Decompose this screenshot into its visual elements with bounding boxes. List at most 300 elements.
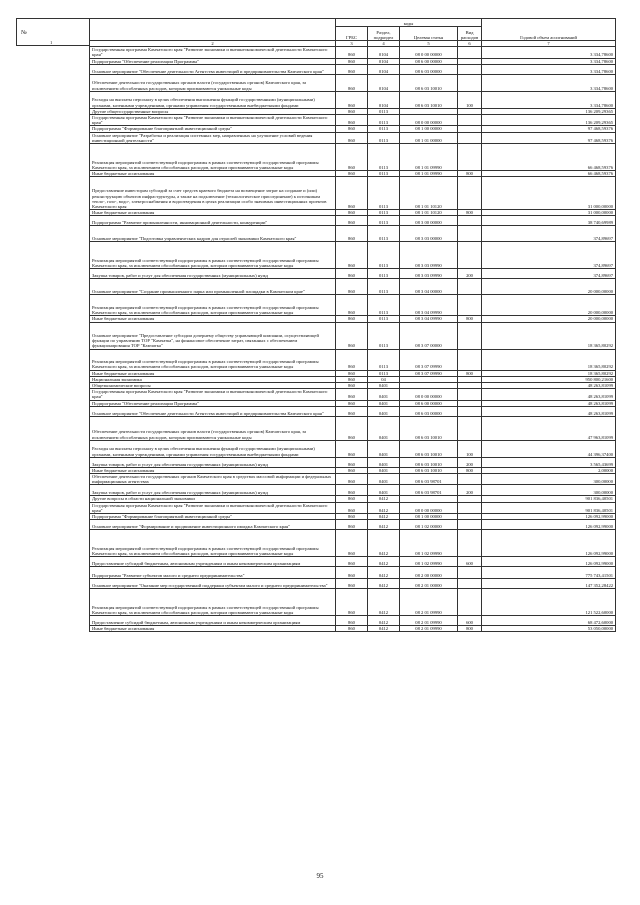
row-vr-cell: 200 xyxy=(458,485,482,496)
row-section-cell: 0113 xyxy=(368,132,400,143)
row-amount-cell: 48 263,81099 xyxy=(482,383,616,389)
row-name-cell: Расходы на выплаты персоналу в целях обеспечения выполнения функций государственными (муниципальными) органами, казенными учреждениями, органами управления государственными внебюджетными фондами xyxy=(90,440,336,457)
row-vr-cell: 100 xyxy=(458,91,482,108)
row-vr-cell: 800 xyxy=(458,316,482,322)
row-vr-cell xyxy=(458,520,482,530)
table-row xyxy=(90,322,616,349)
table-row xyxy=(90,226,616,242)
row-vr-cell xyxy=(458,502,482,513)
row-amount-cell: 126 092,99000 xyxy=(482,520,616,530)
row-target-cell: 08 0 00 00000 xyxy=(400,389,458,400)
row-section-cell: 0113 xyxy=(368,171,400,177)
row-amount-cell: 2,00000 xyxy=(482,467,616,473)
row-target-cell: 08 6 03 10010 xyxy=(400,440,458,457)
table-row xyxy=(90,440,616,457)
row-amount-cell: 374,89697 xyxy=(482,242,616,269)
row-amount-cell: 374,89697 xyxy=(482,269,616,279)
row-section-cell: 0113 xyxy=(368,316,400,322)
row-name-cell: Общеэкономические вопросы xyxy=(90,383,336,389)
row-section-cell: 0104 xyxy=(368,74,400,91)
row-grbs-cell: 860 xyxy=(336,242,368,269)
row-section-cell: 0412 xyxy=(368,567,400,579)
row-name-cell: Основное мероприятие "Подготовка управленческих кадров для отраслей экономики Камчатского края" xyxy=(90,226,336,242)
row-name-cell: Реализация мероприятий соответствующей подпрограммы в рамках соответствующей государственной программы Камчатского края, за исключением обособленных расходов, которым присваиваются уникальные коды xyxy=(90,242,336,269)
row-name-cell: Иные бюджетные ассигнования xyxy=(90,467,336,473)
row-section-cell: 0113 xyxy=(368,115,400,126)
row-target-cell: 08 3 04 09990 xyxy=(400,295,458,316)
row-grbs-cell: 860 xyxy=(336,171,368,177)
row-amount-cell: 300,00000 xyxy=(482,485,616,496)
row-section-cell: 0412 xyxy=(368,520,400,530)
row-amount-cell: 20 000,00000 xyxy=(482,279,616,295)
row-grbs-cell: 860 xyxy=(336,126,368,132)
row-section-cell: 0401 xyxy=(368,406,400,416)
row-section-cell: 0113 xyxy=(368,349,400,370)
row-name-cell: Закупка товаров, работ и услуг для обеспечения государственных (муниципальных) нужд xyxy=(90,485,336,496)
row-section-cell: 0401 xyxy=(368,389,400,400)
row-vr-cell: 800 xyxy=(458,171,482,177)
row-name-cell: Предоставление субсидий бюджетным, автономным учреждениям и иным некоммерческим организациям xyxy=(90,616,336,626)
column-number-4: 4 xyxy=(368,41,400,47)
row-section-cell: 0412 xyxy=(368,502,400,513)
row-grbs-cell: 860 xyxy=(336,502,368,513)
row-name-cell: Основное мероприятие "Создание промышленного парка или промышленной площадки в Камчатском крае" xyxy=(90,279,336,295)
row-amount-cell: 136 209,29365 xyxy=(482,108,616,114)
row-name-cell: Государственная программа Камчатского края "Развитие экономики и внешнеэкономической деятельности Камчатского края" xyxy=(90,502,336,513)
row-section-cell: 0113 xyxy=(368,216,400,226)
row-grbs-cell: 860 xyxy=(336,322,368,349)
row-vr-cell xyxy=(458,349,482,370)
table-row xyxy=(90,457,616,467)
row-grbs-cell: 860 xyxy=(336,567,368,579)
row-name-cell: Расходы на выплаты персоналу в целях обеспечения выполнения функций государственными (муниципальными) органами, казенными учреждениями, органами управления государственными внебюджетными фондами xyxy=(90,91,336,108)
row-grbs-cell: 860 xyxy=(336,416,368,440)
row-name-cell: Иные бюджетные ассигнования xyxy=(90,370,336,376)
table-row xyxy=(90,64,616,74)
row-name-cell: Реализация мероприятий соответствующей подпрограммы в рамках соответствующей государственной программы Камчатского края, за исключением обособленных расходов, которым присваиваются уникальные коды xyxy=(90,295,336,316)
row-target-cell: 08 1 02 09990 xyxy=(400,557,458,567)
row-name-cell: Иные бюджетные ассигнования xyxy=(90,316,336,322)
row-name-cell: Основное мероприятие "Обеспечение деятельности Агентства инвестиций и предпринимательства Камчатского края" xyxy=(90,64,336,74)
row-target-cell: 08 6 03 10010 xyxy=(400,457,458,467)
row-vr-cell xyxy=(458,530,482,557)
table-row xyxy=(90,626,616,632)
row-vr-cell xyxy=(458,279,482,295)
row-section-cell: 0401 xyxy=(368,474,400,485)
row-amount-cell: 20 000,00000 xyxy=(482,316,616,322)
row-section-cell: 0401 xyxy=(368,467,400,473)
row-grbs-cell: 860 xyxy=(336,579,368,589)
row-section-cell: 0113 xyxy=(368,226,400,242)
column-number-2: 2 xyxy=(90,41,336,47)
row-name-cell: Предоставление субсидий бюджетным, автономным учреждениям и иным некоммерческим организациям xyxy=(90,557,336,567)
row-grbs-cell: 860 xyxy=(336,406,368,416)
row-vr-cell xyxy=(458,64,482,74)
row-grbs-cell: 860 xyxy=(336,440,368,457)
row-amount-cell: 53 050,00000 xyxy=(482,626,616,632)
row-vr-cell xyxy=(458,416,482,440)
column-number-3: 3 xyxy=(336,41,368,47)
row-section-cell: 0113 xyxy=(368,370,400,376)
row-vr-cell xyxy=(458,177,482,210)
row-grbs-cell: 860 xyxy=(336,269,368,279)
row-target-cell: 08 3 04 09990 xyxy=(400,316,458,322)
row-target-cell: 08 2 01 09990 xyxy=(400,589,458,616)
row-section-cell: 0412 xyxy=(368,616,400,626)
row-amount-cell: 126 092,99000 xyxy=(482,557,616,567)
row-vr-cell: 800 xyxy=(458,626,482,632)
row-section-cell: 0412 xyxy=(368,589,400,616)
row-name-cell: Обеспечение деятельности государственных органов власти (государственных органов) Камчатского края, за исключением обособленных расходов, которым присваиваются уникальные коды xyxy=(90,74,336,91)
left-column-top-border xyxy=(16,18,89,19)
row-target-cell: 08 2 01 00000 xyxy=(400,579,458,589)
row-section-cell: 0113 xyxy=(368,295,400,316)
row-section-cell: 0113 xyxy=(368,177,400,210)
row-amount-cell: 950 800,21600 xyxy=(482,376,616,382)
row-name-cell: Другие общегосударственные вопросы xyxy=(90,108,336,114)
row-vr-cell: 600 xyxy=(458,557,482,567)
table-row xyxy=(90,557,616,567)
row-target-cell: 08 2 01 09990 xyxy=(400,626,458,632)
row-target-cell: 08 0 00 00000 xyxy=(400,115,458,126)
row-target-cell: 08 1 01 10120 xyxy=(400,177,458,210)
row-grbs-cell: 860 xyxy=(336,226,368,242)
row-section-cell: 0412 xyxy=(368,496,400,502)
row-target-cell: 08 6 03 00000 xyxy=(400,406,458,416)
row-target-cell: 08 6 03 98701 xyxy=(400,474,458,485)
table-row xyxy=(90,485,616,496)
row-target-cell: 08 6 03 00000 xyxy=(400,64,458,74)
table-body xyxy=(90,47,616,632)
row-vr-cell xyxy=(458,242,482,269)
row-amount-cell: 3 334,78600 xyxy=(482,58,616,64)
row-target-cell: 08 1 00 00000 xyxy=(400,126,458,132)
row-grbs-cell: 860 xyxy=(336,496,368,502)
row-grbs-cell: 860 xyxy=(336,47,368,58)
row-amount-cell: 18 365,80292 xyxy=(482,349,616,370)
row-target-cell: 08 6 00 00000 xyxy=(400,400,458,406)
row-amount-cell: 47 963,81099 xyxy=(482,416,616,440)
row-section-cell: 0412 xyxy=(368,626,400,632)
row-target-cell: 08 3 07 00000 xyxy=(400,322,458,349)
table-row xyxy=(90,177,616,210)
row-vr-cell xyxy=(458,74,482,91)
row-grbs-cell: 860 xyxy=(336,91,368,108)
row-amount-cell: 3 334,78600 xyxy=(482,74,616,91)
row-section-cell: 0113 xyxy=(368,242,400,269)
row-target-cell: 08 1 02 00000 xyxy=(400,520,458,530)
row-grbs-cell: 860 xyxy=(336,589,368,616)
row-vr-cell: 600 xyxy=(458,616,482,626)
row-amount-cell: 3 334,78600 xyxy=(482,47,616,58)
row-amount-cell: 38 740,69989 xyxy=(482,216,616,226)
row-amount-cell: 66 468,59376 xyxy=(482,171,616,177)
row-vr-cell xyxy=(458,132,482,143)
table-row xyxy=(90,502,616,513)
row-target-cell: 08 6 03 10010 xyxy=(400,91,458,108)
row-vr-cell xyxy=(458,226,482,242)
row-name-cell: Реализация мероприятий соответствующей подпрограммы в рамках соответствующей государственной программы Камчатского края, за исключением обособленных расходов, которым присваиваются уникальные коды xyxy=(90,589,336,616)
table-row xyxy=(90,144,616,171)
row-target-cell: 08 3 03 09990 xyxy=(400,269,458,279)
row-section-cell: 0113 xyxy=(368,322,400,349)
table-row xyxy=(90,349,616,370)
left-column-number-cell xyxy=(16,40,90,46)
row-grbs-cell: 860 xyxy=(336,177,368,210)
row-target-cell: 08 1 01 10120 xyxy=(400,210,458,216)
grbs-header: ГРБС xyxy=(336,27,368,41)
page-number: 95 xyxy=(316,872,324,880)
row-target-cell: 08 3 07 09990 xyxy=(400,349,458,370)
table-row xyxy=(90,579,616,589)
budget-table xyxy=(89,18,616,632)
row-name-cell: Подпрограмма "Формирование благоприятной инвестиционной среды" xyxy=(90,514,336,520)
row-vr-cell xyxy=(458,115,482,126)
row-amount-cell: 126 092,99000 xyxy=(482,530,616,557)
table-row xyxy=(90,74,616,91)
row-vr-cell xyxy=(458,474,482,485)
row-name-cell: Закупка товаров, работ и услуг для обеспечения государственных (муниципальных) нужд xyxy=(90,269,336,279)
row-amount-cell: 97 468,59376 xyxy=(482,126,616,132)
row-name-cell: Реализация мероприятий соответствующей подпрограммы в рамках соответствующей государственной программы Камчатского края, за исключением обособленных расходов, которым присваиваются уникальные коды xyxy=(90,530,336,557)
row-number-header: № xyxy=(21,30,27,36)
row-vr-cell xyxy=(458,579,482,589)
row-grbs-cell: 860 xyxy=(336,58,368,64)
table-row xyxy=(90,47,616,58)
row-grbs-cell: 860 xyxy=(336,400,368,406)
row-target-cell: 08 3 00 00000 xyxy=(400,216,458,226)
row-target-cell: 08 0 00 00000 xyxy=(400,502,458,513)
row-target-cell: 08 6 03 98701 xyxy=(400,485,458,496)
table-row xyxy=(90,474,616,485)
row-grbs-cell: 860 xyxy=(336,74,368,91)
row-grbs-cell: 860 xyxy=(336,216,368,226)
row-section-cell: 0412 xyxy=(368,514,400,520)
row-grbs-cell: 860 xyxy=(336,514,368,520)
row-amount-cell: 901 836,40501 xyxy=(482,502,616,513)
row-grbs-cell: 860 xyxy=(336,376,368,382)
row-name-cell: Основное мероприятие "Оказание мер государственной поддержки субъектам малого и среднего предпринимательства" xyxy=(90,579,336,589)
row-name-cell: Основное мероприятие "Предоставление субсидии дочернему обществу управляющей компании, осуществляющей функции по управлению ТОР "Камчатка", на финансовое обеспечение затрат, связанных с обеспечением функционирования ТОР "Камчатка" xyxy=(90,322,336,349)
row-target-cell: 08 1 01 09990 xyxy=(400,144,458,171)
left-column-left-border xyxy=(16,18,17,40)
row-vr-cell: 200 xyxy=(458,457,482,467)
row-vr-cell xyxy=(458,216,482,226)
header-blank xyxy=(90,19,336,41)
row-name-cell: Подпрограмма "Развитие субъектов малого и среднего предпринимательства" xyxy=(90,567,336,579)
row-amount-cell: 126 092,99000 xyxy=(482,514,616,520)
row-name-cell: Другие вопросы в области национальной экономики xyxy=(90,496,336,502)
row-target-cell: 08 0 00 00000 xyxy=(400,47,458,58)
column-number-1: 1 xyxy=(50,40,53,45)
row-section-cell: 0113 xyxy=(368,269,400,279)
row-grbs-cell: 860 xyxy=(336,316,368,322)
row-amount-cell: 48 263,81099 xyxy=(482,389,616,400)
row-section-cell: 0104 xyxy=(368,58,400,64)
table-row xyxy=(90,279,616,295)
row-amount-cell: 48 263,81099 xyxy=(482,400,616,406)
row-section-cell: 0401 xyxy=(368,383,400,389)
row-grbs-cell: 860 xyxy=(336,389,368,400)
row-name-cell: Государственная программа Камчатского края "Развитие экономики и внешнеэкономической деятельности Камчатского края" xyxy=(90,115,336,126)
row-grbs-cell: 860 xyxy=(336,115,368,126)
row-vr-cell: 100 xyxy=(458,440,482,457)
table-row xyxy=(90,406,616,416)
row-vr-cell xyxy=(458,406,482,416)
row-target-cell: 08 6 00 00000 xyxy=(400,58,458,64)
row-vr-cell xyxy=(458,47,482,58)
target-header: Целевая статья xyxy=(400,27,458,41)
row-section-cell: 0113 xyxy=(368,108,400,114)
row-name-cell: Подпрограмма "Обеспечение реализации Программы" xyxy=(90,400,336,406)
row-section-cell: 0113 xyxy=(368,279,400,295)
row-vr-cell xyxy=(458,389,482,400)
row-target-cell: 08 1 02 09990 xyxy=(400,530,458,557)
row-vr-cell: 800 xyxy=(458,467,482,473)
table-header xyxy=(90,19,616,47)
row-amount-cell: 18 365,80292 xyxy=(482,322,616,349)
row-target-cell: 08 6 03 10010 xyxy=(400,467,458,473)
row-amount-cell: 3 334,78600 xyxy=(482,91,616,108)
row-vr-cell xyxy=(458,322,482,349)
row-target-cell: 08 1 00 00000 xyxy=(400,514,458,520)
table-row xyxy=(90,216,616,226)
column-number-7: 7 xyxy=(482,41,616,47)
row-grbs-cell: 860 xyxy=(336,132,368,143)
row-section-cell: 0412 xyxy=(368,557,400,567)
row-name-cell: Подпрограмма "Обеспечение реализации Программы" xyxy=(90,58,336,64)
row-name-cell: Подпрограмма "Формирование благоприятной инвестиционной среды" xyxy=(90,126,336,132)
table-row xyxy=(90,295,616,316)
row-name-cell: Основное мероприятие "Обеспечение деятельности Агентства инвестиций и предпринимательства Камчатского края" xyxy=(90,406,336,416)
row-target-cell: 08 6 03 10010 xyxy=(400,74,458,91)
row-vr-cell: 800 xyxy=(458,210,482,216)
row-section-cell: 0412 xyxy=(368,530,400,557)
row-section-cell: 0401 xyxy=(368,457,400,467)
row-grbs-cell: 860 xyxy=(336,467,368,473)
vr-header: Вид расходов xyxy=(458,27,482,41)
row-section-cell: 0104 xyxy=(368,64,400,74)
row-target-cell: 08 1 01 00000 xyxy=(400,132,458,143)
row-section-cell: 0113 xyxy=(368,210,400,216)
row-name-cell: Государственная программа Камчатского края "Развитие экономики и внешнеэкономической деятельности Камчатского края" xyxy=(90,47,336,58)
section-header: Раздел, подраздел xyxy=(368,27,400,41)
row-name-cell: Иные бюджетные ассигнования xyxy=(90,210,336,216)
row-grbs-cell: 860 xyxy=(336,530,368,557)
row-amount-cell: 66 468,59376 xyxy=(482,144,616,171)
row-grbs-cell: 860 xyxy=(336,557,368,567)
table-row xyxy=(90,416,616,440)
row-vr-cell xyxy=(458,589,482,616)
table-row xyxy=(90,389,616,400)
row-name-cell: Обеспечение деятельности государственных органов власти (государственных органов) Камчатского края, за исключением обособленных расходов, которым присваиваются уникальные коды xyxy=(90,416,336,440)
row-vr-cell: 800 xyxy=(458,370,482,376)
row-amount-cell: 18 365,80292 xyxy=(482,370,616,376)
row-grbs-cell: 860 xyxy=(336,108,368,114)
row-section-cell: 0401 xyxy=(368,400,400,406)
row-target-cell: 08 3 03 00000 xyxy=(400,226,458,242)
table-row xyxy=(90,589,616,616)
row-amount-cell: 97 468,59376 xyxy=(482,132,616,143)
table-row xyxy=(90,520,616,530)
amount-header: Годовой объем ассигнований xyxy=(482,19,616,41)
row-vr-cell xyxy=(458,144,482,171)
row-grbs-cell: 860 xyxy=(336,520,368,530)
row-amount-cell: 44 396,37400 xyxy=(482,440,616,457)
row-grbs-cell: 860 xyxy=(336,279,368,295)
row-grbs-cell: 860 xyxy=(336,457,368,467)
column-number-5: 5 xyxy=(400,41,458,47)
row-grbs-cell: 860 xyxy=(336,485,368,496)
row-grbs-cell: 860 xyxy=(336,210,368,216)
row-amount-cell: 147 352,28422 xyxy=(482,579,616,589)
row-target-cell: 08 3 07 09990 xyxy=(400,370,458,376)
row-target-cell: 08 2 00 00000 xyxy=(400,567,458,579)
row-grbs-cell: 860 xyxy=(336,144,368,171)
row-section-cell: 0104 xyxy=(368,47,400,58)
row-amount-cell: 31 000,00000 xyxy=(482,210,616,216)
table-row xyxy=(90,530,616,557)
row-name-cell: Основное мероприятие "Формирование и продвижение инвестиционного имиджа Камчатского края" xyxy=(90,520,336,530)
row-section-cell: 0113 xyxy=(368,126,400,132)
row-grbs-cell: 860 xyxy=(336,626,368,632)
row-name-cell: Предоставление инвесторам субсидий за счет средств краевого бюджета на возмещение затрат на создание и (или) реконструкцию объектов инфраструктуры, а также на подключение (технологическое присоединение) к источникам тепло-, газо-, водо-, электроснабжения и водоотведения в целях реализации особо значимых инвестиционных проектов Камчатского края xyxy=(90,177,336,210)
row-amount-cell: 68 472,60000 xyxy=(482,616,616,626)
row-name-cell: Подпрограмма "Развитие промышленности, инновационной деятельности, конкуренции" xyxy=(90,216,336,226)
row-name-cell: Национальная экономика xyxy=(90,376,336,382)
row-grbs-cell: 860 xyxy=(336,383,368,389)
row-section-cell: 0113 xyxy=(368,144,400,171)
row-target-cell: 08 6 03 10010 xyxy=(400,416,458,440)
row-section-cell: 0401 xyxy=(368,485,400,496)
row-vr-cell xyxy=(458,567,482,579)
table-row xyxy=(90,567,616,579)
row-amount-cell: 3 334,78600 xyxy=(482,64,616,74)
table-row xyxy=(90,616,616,626)
table-row xyxy=(90,132,616,143)
row-grbs-cell: 860 xyxy=(336,64,368,74)
row-section-cell: 0412 xyxy=(368,579,400,589)
row-grbs-cell: 860 xyxy=(336,474,368,485)
row-amount-cell: 121 522,60000 xyxy=(482,589,616,616)
row-section-cell: 0104 xyxy=(368,91,400,108)
row-name-cell: Реализация мероприятий соответствующей подпрограммы в рамках соответствующей государственной программы Камчатского края, за исключением обособленных расходов, которым присваиваются уникальные коды xyxy=(90,144,336,171)
row-name-cell: Реализация мероприятий соответствующей подпрограммы в рамках соответствующей государственной программы Камчатского края, за исключением обособленных расходов, которым присваиваются уникальные коды xyxy=(90,349,336,370)
row-vr-cell: 200 xyxy=(458,269,482,279)
row-name-cell: Иные бюджетные ассигнования xyxy=(90,626,336,632)
row-section-cell: 04 xyxy=(368,376,400,382)
row-amount-cell: 20 000,00000 xyxy=(482,295,616,316)
row-amount-cell: 48 263,81099 xyxy=(482,406,616,416)
row-amount-cell: 374,89697 xyxy=(482,226,616,242)
row-amount-cell: 775 743,41501 xyxy=(482,567,616,579)
row-section-cell: 0401 xyxy=(368,416,400,440)
table-row xyxy=(90,91,616,108)
row-target-cell: 08 1 01 09990 xyxy=(400,171,458,177)
row-grbs-cell: 860 xyxy=(336,616,368,626)
row-name-cell: Иные бюджетные ассигнования xyxy=(90,171,336,177)
row-grbs-cell: 860 xyxy=(336,295,368,316)
row-target-cell: 08 3 04 00000 xyxy=(400,279,458,295)
table-row xyxy=(90,242,616,269)
table-row xyxy=(90,115,616,126)
row-amount-cell: 300,00000 xyxy=(482,474,616,485)
table-row xyxy=(90,269,616,279)
row-name-cell: Государственная программа Камчатского края "Развитие экономики и внешнеэкономической деятельности Камчатского края" xyxy=(90,389,336,400)
row-name-cell: Основное мероприятие "Разработка и реализация системных мер, направленных на улучшение условий ведения инвестиционной деятельности" xyxy=(90,132,336,143)
column-number-6: 6 xyxy=(458,41,482,47)
row-name-cell: Закупка товаров, работ и услуг для обеспечения государственных (муниципальных) нужд xyxy=(90,457,336,467)
